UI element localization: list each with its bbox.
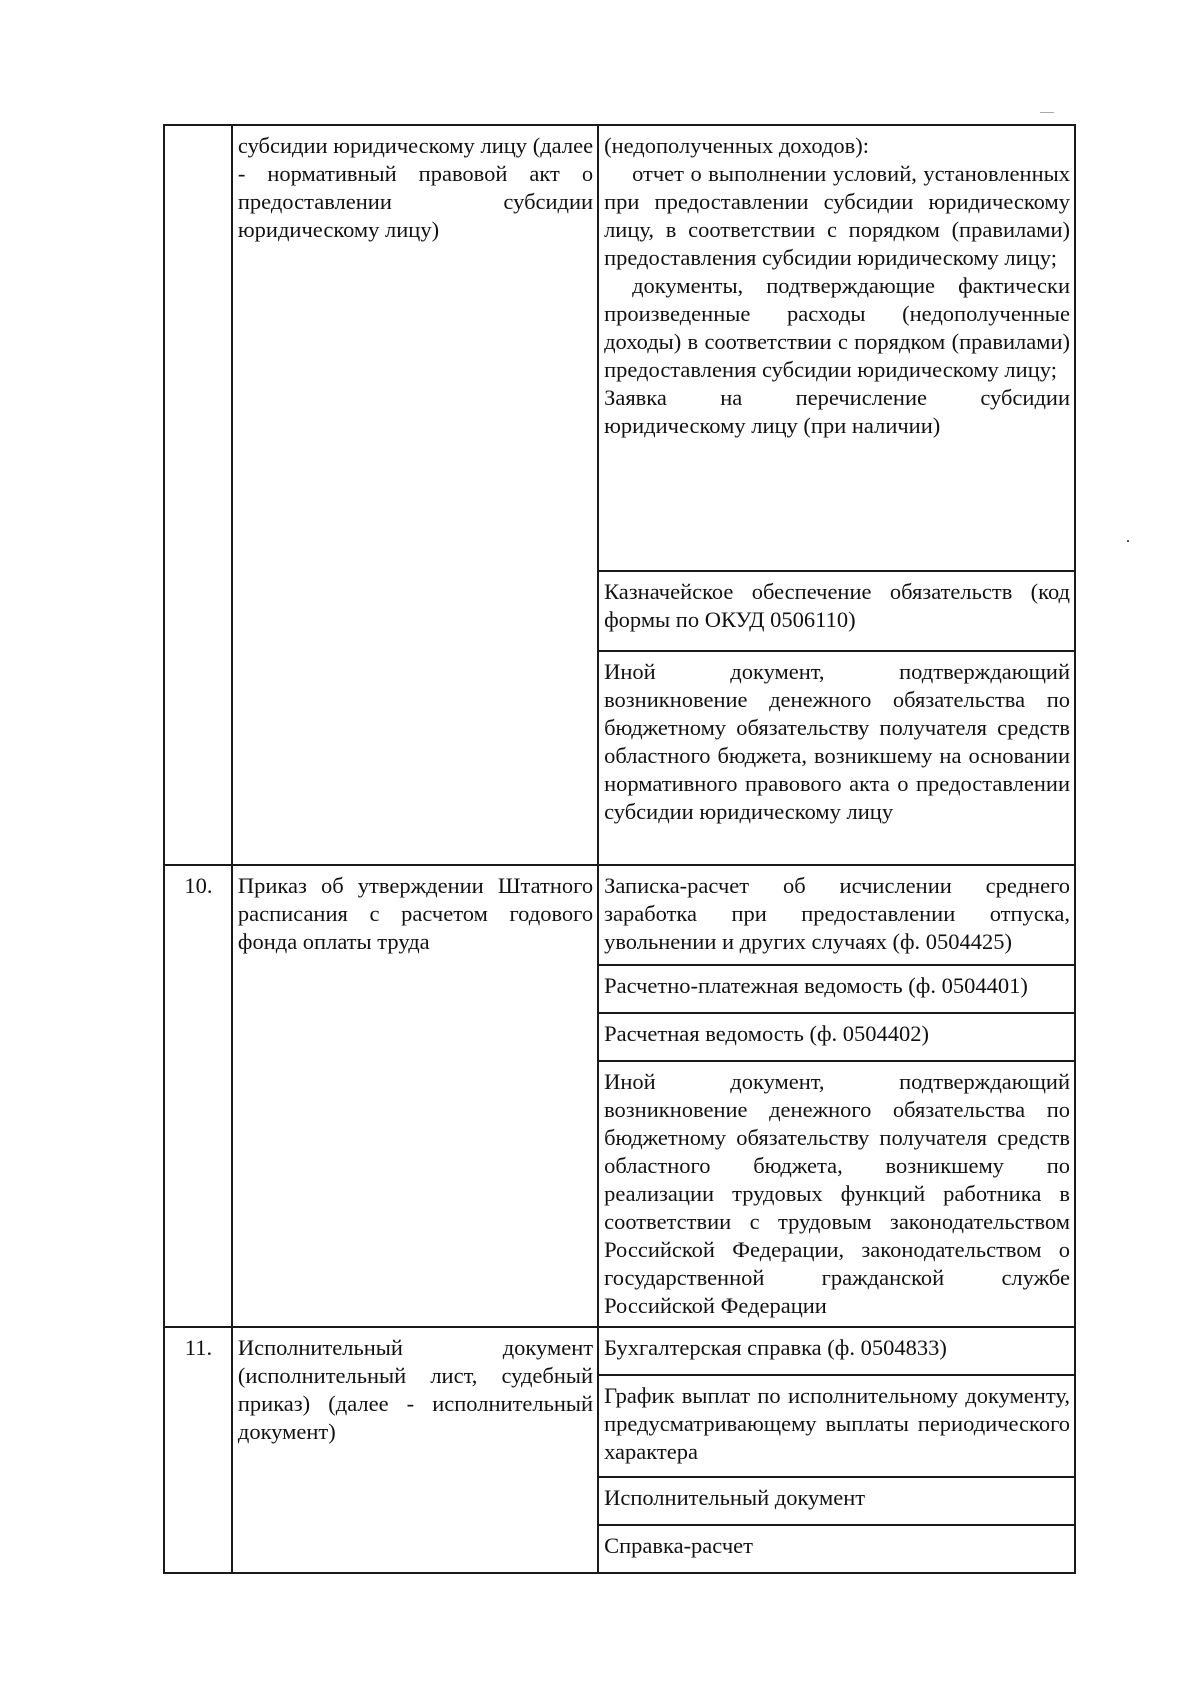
table-row (164, 125, 1075, 571)
table-row (164, 1327, 1075, 1375)
confirming-document: Расчетно-платежная ведомость (ф. 0504401) (598, 965, 1075, 1013)
basis-document: субсидии юридическому лицу (далее - нормативный правовой акт о предоставлении субсидии юридическому лицу) (232, 125, 598, 865)
doc-paragraph: Заявка на перечисление субсидии юридическому лицу (при наличии) (604, 385, 1070, 438)
doc-paragraph: (недополученных доходов): (604, 133, 870, 158)
confirming-document: Исполнительный документ (598, 1477, 1075, 1525)
scan-speck (1127, 540, 1129, 542)
confirming-document: Бухгалтерская справка (ф. 0504833) (598, 1327, 1075, 1375)
basis-document: Приказ об утверждении Штатного расписания с расчетом годового фонда оплаты труда (232, 865, 598, 1327)
confirming-document: Казначейское обеспечение обязательств (код формы по ОКУД 0506110) (598, 571, 1075, 651)
confirming-document: График выплат по исполнительному документу, предусматривающему выплаты периодического характера (598, 1375, 1075, 1477)
confirming-document (598, 125, 1075, 571)
row-number (164, 125, 232, 865)
table-row (164, 865, 1075, 965)
documents-table (163, 124, 1076, 1574)
scan-speck (1040, 112, 1054, 113)
confirming-document: Иной документ, подтверждающий возникновение денежного обязательства по бюджетному обязательству получателя средств областного бюджета, возникшему по реализации трудовых функций работника в соответствии с трудовым законодательством Российской Федерации, законодательством о государственной гражданской службе Российской Федерации (598, 1061, 1075, 1327)
confirming-document: Записка-расчет об исчислении среднего заработка при предоставлении отпуска, увольнении и других случаях (ф. 0504425) (598, 865, 1075, 965)
basis-document: Исполнительный документ (исполнительный лист, судебный приказ) (далее - исполнительный документ) (232, 1327, 598, 1573)
confirming-document: Иной документ, подтверждающий возникновение денежного обязательства по бюджетному обязательству получателя средств областного бюджета, возникшему на основании нормативного правового акта о предоставлении субсидии юридическому лицу (598, 651, 1075, 865)
row-number: 10. (164, 865, 232, 1327)
doc-paragraph: отчет о выполнении условий, установленных при предоставлении субсидии юридическому лицу, в соответствии с порядком (правилами) предоставления субсидии юридическому лицу; (604, 161, 1070, 270)
row-number: 11. (164, 1327, 232, 1573)
confirming-document: Расчетная ведомость (ф. 0504402) (598, 1013, 1075, 1061)
confirming-document: Справка-расчет (598, 1525, 1075, 1573)
doc-paragraph: документы, подтверждающие фактически произведенные расходы (недополученные доходы) в соответствии с порядком (правилами) предоставления субсидии юридическому лицу; (604, 273, 1070, 382)
